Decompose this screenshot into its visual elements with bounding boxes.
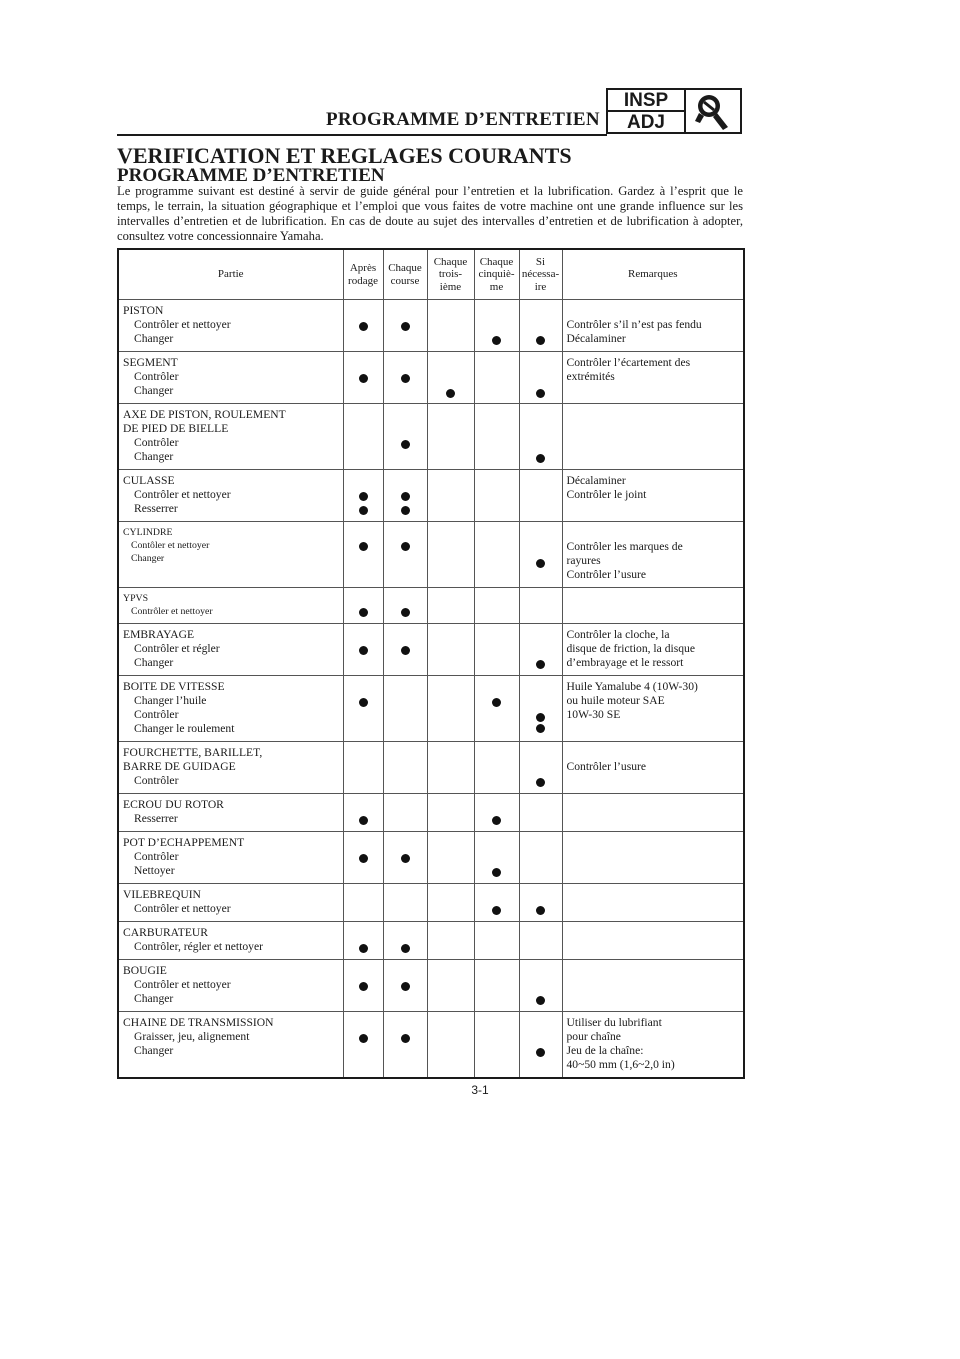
maintenance-schedule-table (117, 248, 745, 1079)
bullet-mark (492, 906, 501, 915)
bullet-mark (492, 868, 501, 877)
interval-cell (427, 922, 474, 960)
magnifier-wrench-icon (686, 90, 740, 132)
interval-cell (519, 624, 562, 676)
interval-cell (519, 832, 562, 884)
bullet-mark (401, 1034, 410, 1043)
remarks-cell (562, 624, 744, 676)
column-header-line: Chaque (388, 262, 422, 274)
bullet-mark (401, 492, 410, 501)
column-header-line: Chaque (433, 255, 468, 268)
interval-cell (519, 404, 562, 470)
part-operation: Contrôler (134, 708, 179, 721)
table-row (118, 404, 744, 470)
bullet-mark (359, 608, 368, 617)
interval-cell (427, 832, 474, 884)
remark-line: Huile Yamalube 4 (10W-30) (566, 680, 698, 693)
table-row (118, 922, 744, 960)
part-operation: Changer (134, 450, 174, 463)
remark-line: Contrôler le joint (566, 488, 647, 501)
part-operation: Contrôler (134, 436, 179, 449)
bullet-mark (536, 713, 545, 722)
interval-cell (519, 588, 562, 624)
part-operation: Contrôler (134, 850, 179, 863)
interval-cell (474, 922, 519, 960)
part-operation: Changer (134, 384, 174, 397)
badge-insp-label: INSP (608, 90, 684, 112)
bullet-mark (401, 944, 410, 953)
table-row (118, 832, 744, 884)
remark-line: Utiliser du lubrifiant (566, 1016, 662, 1029)
interval-cell (519, 960, 562, 1012)
column-header-line: ième (439, 280, 462, 293)
interval-cell (474, 588, 519, 624)
table-row (118, 676, 744, 742)
bullet-mark (359, 944, 368, 953)
remarks-cell (562, 1012, 744, 1079)
interval-cell (427, 624, 474, 676)
sub-title: PROGRAMME D’ENTRETIEN (117, 165, 385, 186)
remark-line: Contrôler l’usure (566, 568, 647, 581)
bullet-mark (536, 559, 545, 568)
interval-cell (383, 522, 427, 588)
part-name: CARBURATEUR (123, 926, 209, 939)
part-cell (118, 404, 343, 470)
bullet-mark (536, 724, 545, 733)
interval-cell (383, 884, 427, 922)
interval-cell (343, 352, 383, 404)
part-operation: Nettoyer (134, 864, 175, 877)
column-header (383, 249, 427, 300)
remark-line: Contrôler s’il n’est pas fendu (566, 318, 702, 331)
table-row (118, 1012, 744, 1079)
part-cell (118, 352, 343, 404)
page-number: 3-1 (471, 1083, 489, 1097)
interval-cell (427, 884, 474, 922)
remark-line: Contrôler l’usure (566, 760, 647, 773)
interval-cell (343, 624, 383, 676)
part-name: YPVS (123, 593, 149, 604)
bullet-mark (359, 816, 368, 825)
remarks-cell (562, 352, 744, 404)
interval-cell (383, 794, 427, 832)
bullet-mark (359, 1034, 368, 1043)
part-name: SEGMENT (123, 356, 178, 369)
bullet-mark (359, 646, 368, 655)
header-title: PROGRAMME D’ENTRETIEN (326, 109, 600, 130)
interval-cell (343, 404, 383, 470)
remarks-cell (562, 470, 744, 522)
part-operation: Contrôler et nettoyer (134, 902, 231, 915)
remarks-cell (562, 676, 744, 742)
interval-cell (383, 742, 427, 794)
table-row (118, 300, 744, 352)
interval-cell (474, 352, 519, 404)
interval-cell (474, 960, 519, 1012)
bullet-mark (359, 854, 368, 863)
part-operation: Graisser, jeu, alignement (134, 1030, 250, 1043)
interval-cell (383, 300, 427, 352)
interval-cell (519, 794, 562, 832)
part-cell (118, 884, 343, 922)
part-operation: Contrôler (134, 774, 179, 787)
part-cell (118, 922, 343, 960)
part-operation: BARRE DE GUIDAGE (123, 760, 236, 773)
bullet-mark (401, 982, 410, 991)
table-row (118, 960, 744, 1012)
table-row (118, 624, 744, 676)
interval-cell (343, 588, 383, 624)
part-cell (118, 960, 343, 1012)
remark-line: ou huile moteur SAE (566, 694, 665, 707)
column-header (519, 249, 562, 300)
part-cell (118, 588, 343, 624)
remark-line: d’embrayage et le ressort (566, 656, 684, 669)
part-cell (118, 470, 343, 522)
bullet-mark (359, 542, 368, 551)
remark-line (567, 304, 741, 318)
remarks-cell (562, 960, 744, 1012)
part-name: BOUGIE (123, 964, 167, 977)
part-operation: Changer (134, 1044, 174, 1057)
bullet-mark (446, 389, 455, 398)
remark-line: Contrôler la cloche, la (566, 628, 670, 641)
remarks-cell (562, 794, 744, 832)
interval-cell (519, 522, 562, 588)
remark-line: Contrôler les marques de (566, 540, 683, 553)
interval-cell (383, 352, 427, 404)
remarks-cell (562, 588, 744, 624)
remarks-cell (562, 742, 744, 794)
column-header-line: Partie (217, 268, 244, 281)
column-header-line: Après (349, 262, 377, 274)
part-cell (118, 676, 343, 742)
interval-cell (427, 1012, 474, 1079)
interval-cell (343, 522, 383, 588)
bullet-mark (401, 542, 410, 551)
bullet-mark (492, 816, 501, 825)
part-operation: Changer (131, 553, 165, 564)
interval-cell (427, 588, 474, 624)
remark-line: 10W-30 SE (566, 708, 621, 721)
part-name: CYLINDRE (123, 527, 173, 538)
interval-cell (427, 300, 474, 352)
interval-cell (383, 624, 427, 676)
bullet-mark (401, 440, 410, 449)
table-body (118, 300, 744, 1079)
part-operation: Contrôler et nettoyer (134, 978, 231, 991)
remark-line: disque de friction, la disque (566, 642, 695, 655)
interval-cell (519, 470, 562, 522)
interval-cell (474, 300, 519, 352)
interval-cell (474, 470, 519, 522)
interval-cell (343, 676, 383, 742)
interval-cell (427, 742, 474, 794)
remarks-cell (562, 522, 744, 588)
remark-line (567, 746, 741, 760)
bullet-mark (359, 322, 368, 331)
part-operation: Contôler et nettoyer (131, 540, 210, 551)
column-header-line: Chaque (479, 255, 514, 268)
column-header-line: trois- (438, 268, 463, 281)
column-header (474, 249, 519, 300)
part-operation: Contrôler et nettoyer (131, 606, 213, 617)
interval-cell (343, 470, 383, 522)
table-row (118, 794, 744, 832)
column-header (343, 249, 383, 300)
interval-cell (474, 832, 519, 884)
remark-line: pour chaîne (566, 1030, 621, 1043)
header-rule (117, 134, 607, 136)
bullet-mark (401, 322, 410, 331)
interval-cell (474, 794, 519, 832)
interval-cell (519, 1012, 562, 1079)
remark-line: rayures (566, 554, 601, 567)
interval-cell (474, 742, 519, 794)
part-operation: Contrôler (134, 370, 179, 383)
bullet-mark (401, 506, 410, 515)
remarks-cell (562, 884, 744, 922)
badge-adj-label: ADJ (626, 111, 665, 133)
badge-text (608, 90, 686, 132)
part-operation: Changer (134, 656, 174, 669)
interval-cell (519, 884, 562, 922)
table-row (118, 588, 744, 624)
bullet-mark (536, 336, 545, 345)
interval-cell (343, 742, 383, 794)
bullet-mark (401, 854, 410, 863)
interval-cell (427, 404, 474, 470)
table-row (118, 522, 744, 588)
column-header-line: me (489, 280, 504, 293)
column-header (427, 249, 474, 300)
interval-cell (343, 884, 383, 922)
interval-cell (343, 1012, 383, 1079)
part-operation: Contrôler et nettoyer (134, 318, 231, 331)
part-name: CULASSE (123, 474, 175, 487)
interval-cell (383, 1012, 427, 1079)
interval-cell (474, 884, 519, 922)
interval-cell (519, 352, 562, 404)
bullet-mark (492, 698, 501, 707)
part-operation: Resserrer (134, 502, 178, 515)
bullet-mark (359, 506, 368, 515)
interval-cell (343, 922, 383, 960)
part-operation: Changer l’huile (134, 694, 207, 707)
interval-cell (427, 794, 474, 832)
main-title: VERIFICATION ET REGLAGES COURANTS (117, 143, 572, 168)
column-header-line: Si (535, 255, 546, 268)
table-header-row (118, 249, 744, 300)
part-operation: DE PIED DE BIELLE (123, 422, 229, 435)
interval-cell (474, 1012, 519, 1079)
part-cell (118, 832, 343, 884)
column-header-line: cinquiè- (478, 268, 515, 281)
remarks-cell (562, 922, 744, 960)
interval-cell (427, 960, 474, 1012)
interval-cell (383, 832, 427, 884)
remark-line: Décalaminer (566, 474, 626, 487)
part-cell (118, 624, 343, 676)
part-operation: Resserrer (134, 812, 178, 825)
interval-cell (343, 832, 383, 884)
part-operation: Changer (134, 332, 174, 345)
part-operation: Changer (134, 992, 174, 1005)
bullet-mark (536, 906, 545, 915)
part-cell (118, 522, 343, 588)
part-name: EMBRAYAGE (123, 628, 195, 641)
interval-cell (383, 588, 427, 624)
remark-line: Décalaminer (566, 332, 626, 345)
table-row (118, 470, 744, 522)
bullet-mark (359, 982, 368, 991)
interval-cell (519, 300, 562, 352)
column-header-line: rodage (348, 274, 378, 287)
part-name: AXE DE PISTON, ROULEMENT (123, 408, 286, 421)
interval-cell (427, 352, 474, 404)
remark-line (567, 526, 741, 540)
part-operation: Contrôler, régler et nettoyer (134, 940, 263, 953)
part-name: VILEBREQUIN (123, 888, 201, 901)
column-header-line: Remarques (628, 268, 678, 281)
part-name: BOITE DE VITESSE (123, 680, 225, 693)
remarks-cell (562, 832, 744, 884)
bullet-mark (401, 608, 410, 617)
part-cell (118, 1012, 343, 1079)
bullet-mark (536, 996, 545, 1005)
bullet-mark (536, 1048, 545, 1057)
interval-cell (343, 300, 383, 352)
interval-cell (427, 522, 474, 588)
part-name: CHAINE DE TRANSMISSION (123, 1016, 274, 1029)
bullet-mark (492, 336, 501, 345)
interval-cell (474, 624, 519, 676)
remark-line: Jeu de la chaîne: (566, 1044, 644, 1057)
column-header-line: nécessa- (521, 268, 560, 281)
intro-paragraph: Le programme suivant est destiné à servir de guide général pour l’entretien et la lubrification. Gardez à l’esprit que le temps, le terrain, la situation géographique et l’emploi que vous faites de votre machine ont une grande influence sur les intervalles d’entretien et de lubrification. En cas de doute au sujet des intervalles d’entretien et de lubrification à adopter, consultez votre concessionnaire Yamaha. (117, 184, 743, 243)
interval-cell (474, 522, 519, 588)
bullet-mark (359, 698, 368, 707)
table-row (118, 884, 744, 922)
column-header (562, 249, 744, 300)
remarks-cell (562, 300, 744, 352)
part-operation: Changer le roulement (134, 722, 235, 735)
part-operation: Contrôler et régler (134, 642, 220, 655)
interval-cell (383, 922, 427, 960)
interval-cell (519, 676, 562, 742)
part-cell (118, 794, 343, 832)
interval-cell (519, 742, 562, 794)
remark-line: 40~50 mm (1,6~2,0 in) (566, 1058, 675, 1071)
part-name: POT D’ECHAPPEMENT (123, 836, 245, 849)
part-cell (118, 300, 343, 352)
table-row (118, 352, 744, 404)
bullet-mark (536, 389, 545, 398)
part-cell (118, 742, 343, 794)
remark-line: extrémités (566, 370, 615, 383)
interval-cell (383, 404, 427, 470)
bullet-mark (401, 374, 410, 383)
part-operation: Contrôler et nettoyer (134, 488, 231, 501)
interval-cell (519, 922, 562, 960)
interval-cell (383, 960, 427, 1012)
interval-cell (343, 794, 383, 832)
insp-adj-badge (606, 88, 742, 134)
part-name: ECROU DU ROTOR (123, 798, 224, 811)
part-name: PISTON (123, 304, 164, 317)
remark-line: Contrôler l’écartement des (566, 356, 691, 369)
remarks-cell (562, 404, 744, 470)
bullet-mark (536, 660, 545, 669)
interval-cell (383, 470, 427, 522)
column-header-line: course (390, 274, 420, 287)
bullet-mark (359, 492, 368, 501)
interval-cell (427, 676, 474, 742)
bullet-mark (536, 454, 545, 463)
column-header (118, 249, 343, 300)
part-name: FOURCHETTE, BARILLET, (123, 746, 263, 759)
interval-cell (474, 404, 519, 470)
bullet-mark (536, 778, 545, 787)
interval-cell (343, 960, 383, 1012)
column-header-line: ire (534, 280, 547, 293)
interval-cell (383, 676, 427, 742)
table-row (118, 742, 744, 794)
bullet-mark (359, 374, 368, 383)
bullet-mark (401, 646, 410, 655)
interval-cell (427, 470, 474, 522)
interval-cell (474, 676, 519, 742)
